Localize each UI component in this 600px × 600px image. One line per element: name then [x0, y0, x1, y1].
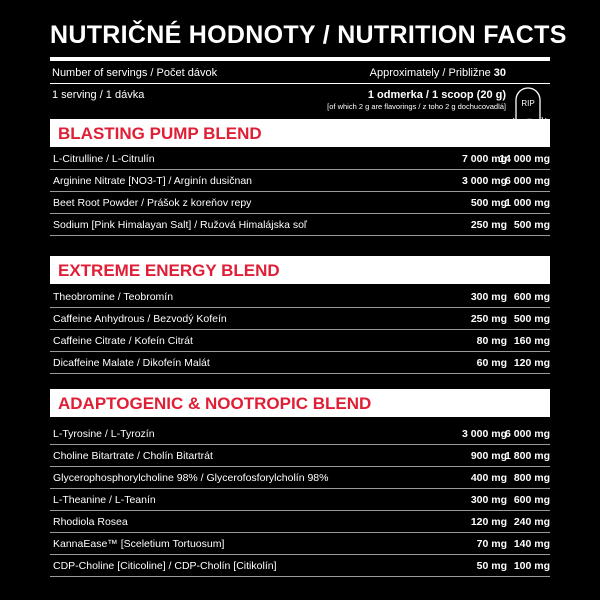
amount-double: 500 mg — [513, 219, 550, 231]
rip-icon-text: RIP — [521, 99, 535, 108]
blend-title: ADAPTOGENIC & NOOTROPIC BLEND — [58, 394, 372, 413]
row-divider — [50, 373, 550, 374]
amount-double: 6 000 mg — [505, 175, 550, 187]
ingredient-name: L-Tyrosine / L-Tyrozín — [53, 428, 155, 440]
amount-per-serving: 300 mg — [470, 291, 507, 303]
serving-size-label: 1 serving / 1 dávka — [52, 89, 145, 101]
ingredient-name: KannaEase™ [Sceletium Tortuosum] — [53, 538, 225, 550]
ingredient-row — [50, 511, 550, 533]
blend-header — [50, 256, 550, 284]
blend-header — [50, 119, 550, 147]
amount-per-serving: 250 mg — [470, 313, 507, 325]
blend-header — [50, 389, 550, 417]
ingredient-name: Glycerophosphorylcholine 98% / Glycerofosforylcholín 98% — [53, 472, 329, 484]
amount-double: 600 mg — [513, 291, 550, 303]
ingredient-name: L-Citrulline / L-Citrulín — [53, 153, 155, 165]
amount-per-serving: 400 mg — [470, 472, 507, 484]
amount-double: 100 mg — [513, 560, 550, 572]
amount-per-serving: 3 000 mg — [462, 175, 507, 187]
row-divider — [50, 576, 550, 577]
ingredient-name: Sodium [Pink Himalayan Salt] / Ružová Himalájska soľ — [53, 219, 307, 231]
amount-double: 6 000 mg — [505, 428, 550, 440]
amount-double: 1 000 mg — [505, 197, 550, 209]
servings-divider — [50, 83, 550, 84]
amount-double: 1 800 mg — [505, 450, 550, 462]
amount-per-serving: 3 000 mg — [462, 428, 507, 440]
ingredient-row — [50, 170, 550, 192]
ingredient-row — [50, 352, 550, 374]
ingredient-name: Choline Bitartrate / Cholín Bitartrát — [53, 450, 213, 462]
amount-per-serving: 900 mg — [470, 450, 507, 462]
amount-per-serving: 120 mg — [470, 516, 507, 528]
ingredient-row — [50, 423, 550, 445]
amount-double: 140 mg — [513, 538, 550, 550]
serving-size-value: 1 odmerka / 1 scoop (20 g) — [367, 89, 506, 101]
amount-per-serving: 500 mg — [470, 197, 507, 209]
ingredient-row — [50, 286, 550, 308]
blend-title: BLASTING PUMP BLEND — [58, 124, 262, 143]
amount-double: 800 mg — [513, 472, 550, 484]
amount-double: 160 mg — [513, 335, 550, 347]
ingredient-row — [50, 330, 550, 352]
amount-double: 600 mg — [513, 494, 550, 506]
amount-per-serving: 70 mg — [476, 538, 507, 550]
ingredient-row — [50, 308, 550, 330]
amount-double: 500 mg — [513, 313, 550, 325]
ingredient-name: Dicaffeine Malate / Dikofeín Malát — [53, 357, 210, 369]
ingredient-row — [50, 555, 550, 577]
ingredient-name: Beet Root Powder / Prášok z koreňov repy — [53, 197, 252, 209]
servings-count-value: Approximately / Približne 30 — [369, 67, 506, 79]
amount-double: 240 mg — [513, 516, 550, 528]
amount-double: 14 000 mg — [499, 153, 550, 165]
ingredient-name: Caffeine Anhydrous / Bezvodý Kofeín — [53, 313, 227, 325]
page-title: NUTRIČNÉ HODNOTY / NUTRITION FACTS — [50, 21, 567, 49]
ingredient-row — [50, 148, 550, 170]
ingredient-row — [50, 533, 550, 555]
ingredient-name: Caffeine Citrate / Kofeín Citrát — [53, 335, 193, 347]
ingredient-name: Arginine Nitrate [NO3-T] / Arginín dusičnan — [53, 175, 253, 187]
amount-per-serving: 7 000 mg — [462, 153, 507, 165]
servings-count-label: Number of servings / Počet dávok — [52, 67, 218, 79]
ingredient-row — [50, 192, 550, 214]
ingredient-row — [50, 445, 550, 467]
serving-size-note: [of which 2 g are flavorings / z toho 2 g dochucovadlá] — [327, 102, 506, 111]
ingredient-name: Rhodiola Rosea — [53, 516, 128, 528]
ingredient-name: Theobromine / Teobromín — [53, 291, 174, 303]
ingredient-row — [50, 489, 550, 511]
title-divider — [50, 57, 550, 61]
ingredient-name: CDP-Choline [Citicoline] / CDP-Cholín [Citikolín] — [53, 560, 277, 572]
amount-per-serving: 250 mg — [470, 219, 507, 231]
blend-title: EXTREME ENERGY BLEND — [58, 261, 280, 280]
amount-per-serving: 300 mg — [470, 494, 507, 506]
ingredient-row — [50, 467, 550, 489]
ingredient-name: L-Theanine / L-Teanín — [53, 494, 156, 506]
amount-per-serving: 60 mg — [476, 357, 507, 369]
amount-per-serving: 50 mg — [476, 560, 507, 572]
ingredient-row — [50, 214, 550, 236]
amount-double: 120 mg — [513, 357, 550, 369]
row-divider — [50, 235, 550, 236]
amount-per-serving: 80 mg — [476, 335, 507, 347]
